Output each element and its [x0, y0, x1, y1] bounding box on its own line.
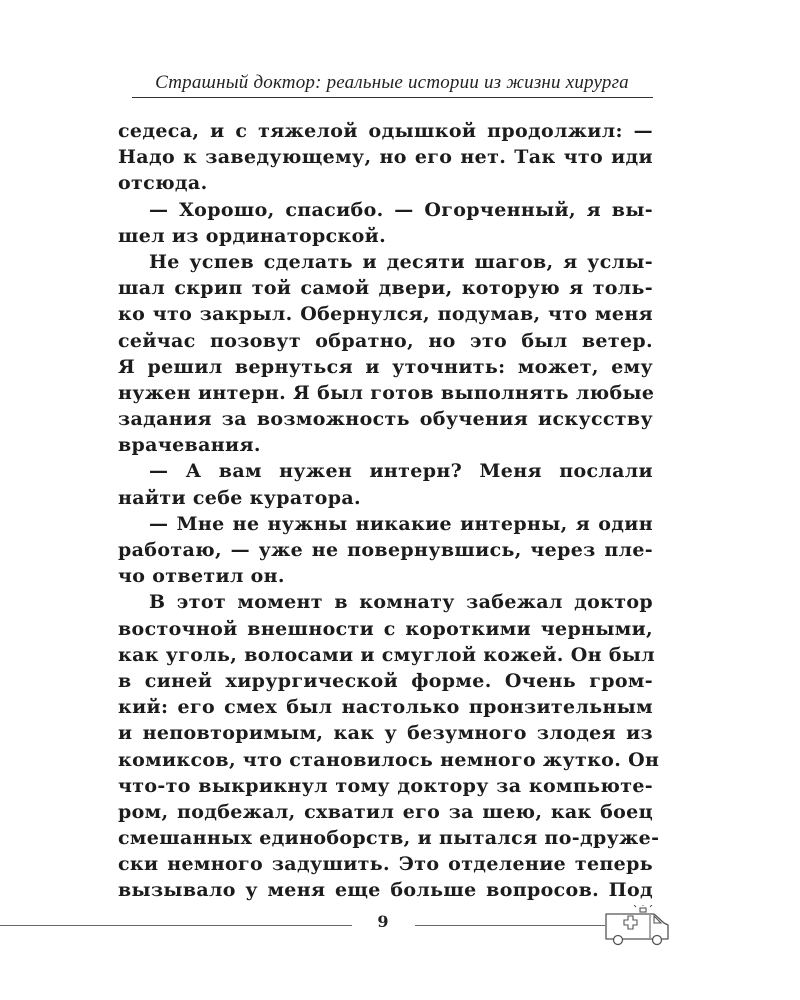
text-line: вызывало у меня еще больше вопросов. Под: [118, 879, 653, 902]
text-line: комиксов, что становилось немного жутко. Он: [118, 748, 660, 771]
text-line: ром, подбежал, схватил его за шею, как боец: [118, 800, 653, 823]
text-line: врачевания.: [118, 434, 261, 457]
footer-divider-right: [415, 925, 605, 926]
text-line: работаю, — уже не повернувшись, через пле-: [118, 539, 653, 561]
text-line: в синей хирургической форме. Очень гром-: [118, 669, 653, 692]
text-line: смешанных единоборств, и пытался по-друже-: [118, 827, 660, 850]
text-line: — Хорошо, спасибо. — Огорченный, я вы-: [149, 198, 653, 221]
text-line: — А вам нужен интерн? Меня послали: [149, 460, 653, 483]
text-line: отсюда.: [118, 172, 208, 195]
text-line: кий: его смех был настолько пронзительным: [118, 696, 653, 719]
text-line: Я решил вернуться и уточнить: может, ему: [118, 355, 653, 378]
ambulance-icon: [602, 905, 674, 949]
text-line: и неповторимым, как у безумного злодея из: [118, 722, 653, 745]
text-line: найти себе куратора.: [118, 486, 361, 509]
text-line: В этот момент в комнату забежал доктор: [149, 591, 653, 614]
text-line: ко что закрыл. Обернулся, подумав, что меня: [118, 303, 653, 326]
text-line: что-то выкрикнул тому доктору за компьюте-: [118, 774, 653, 797]
page-number: 9: [377, 912, 389, 931]
text-line: — Мне не нужны никакие интерны, я один: [149, 512, 653, 535]
text-line: сейчас позовут обратно, но это был ветер.: [118, 329, 653, 352]
text-line: нужен интерн. Я был готов выполнять любые: [118, 381, 655, 404]
running-title: Страшный доктор: реальные истории из жизни хирурга: [155, 72, 629, 93]
footer-divider-left: [0, 925, 352, 926]
text-line: как уголь, волосами и смуглой кожей. Он был: [118, 643, 655, 666]
text-line: шал скрип той самой двери, которую я толь-: [118, 277, 653, 300]
text-line: восточной внешности с короткими черными,: [118, 617, 653, 640]
text-line: Не успев сделать и десяти шагов, я услы-: [149, 250, 653, 273]
text-line: ски немного задушить. Это отделение теперь: [118, 853, 653, 876]
header-divider: [132, 97, 653, 98]
text-line: Надо к заведующему, но его нет. Так что иди: [118, 146, 653, 169]
text-line: седеса, и с тяжелой одышкой продолжил: —: [118, 120, 653, 142]
text-line: шел из ординаторской.: [118, 224, 387, 247]
text-line: чо ответил он.: [118, 565, 285, 588]
page-text: [118, 118, 660, 904]
text-line: задания за возможность обучения искусству: [118, 408, 653, 431]
